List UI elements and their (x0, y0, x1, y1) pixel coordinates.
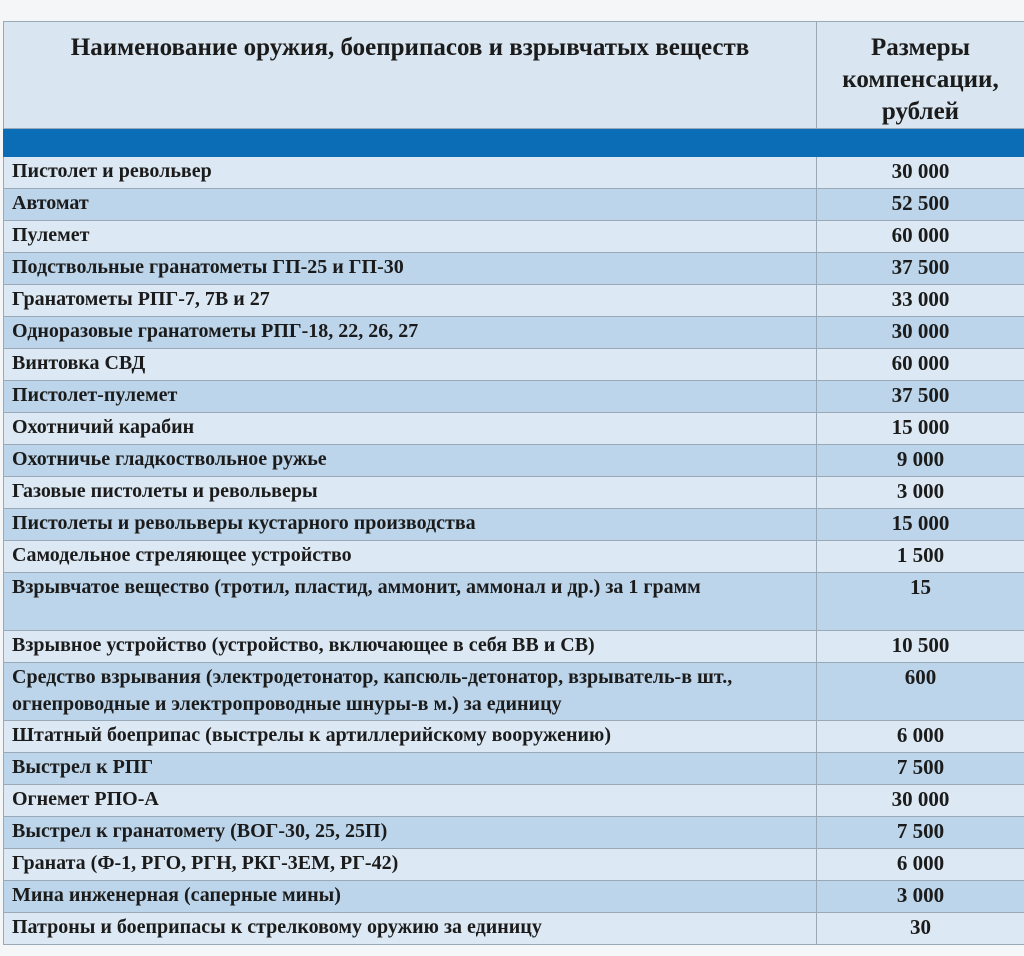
weapon-name-cell: Автомат (4, 189, 817, 221)
weapon-name-cell: Огнемет РПО-А (4, 785, 817, 817)
weapon-name-cell: Выстрел к гранатомету (ВОГ-30, 25, 25П) (4, 817, 817, 849)
table-row (4, 753, 1024, 785)
table-row (4, 477, 1024, 509)
compensation-value-cell: 3 000 (817, 477, 1024, 509)
weapon-name-cell: Винтовка СВД (4, 349, 817, 381)
compensation-value-cell: 7 500 (817, 753, 1024, 785)
table-row (4, 157, 1024, 189)
header-compensation: Размеры компенсации, рублей (817, 22, 1024, 129)
table-row (4, 413, 1024, 445)
compensation-table-container (3, 21, 1024, 945)
weapon-name-cell: Мина инженерная (саперные мины) (4, 881, 817, 913)
compensation-value-cell: 30 (817, 913, 1024, 945)
weapon-name-cell: Взрывное устройство (устройство, включающее в себя ВВ и СВ) (4, 631, 817, 663)
weapon-name-cell: Пулемет (4, 221, 817, 253)
weapon-name-cell: Патроны и боеприпасы к стрелковому оружию за единицу (4, 913, 817, 945)
table-row (4, 663, 1024, 721)
table-row (4, 785, 1024, 817)
compensation-value-cell: 30 000 (817, 157, 1024, 189)
weapon-name-cell: Охотничье гладкоствольное ружье (4, 445, 817, 477)
compensation-value-cell: 10 500 (817, 631, 1024, 663)
compensation-table (3, 21, 1024, 945)
header-separator-band (4, 129, 1024, 157)
weapon-name-cell: Гранатометы РПГ-7, 7В и 27 (4, 285, 817, 317)
weapon-name-cell: Средство взрывания (электродетонатор, капсюль-детонатор, взрыватель-в шт., огнепроводные и электропроводные шнуры-в м.) за единицу (4, 663, 817, 721)
table-row (4, 509, 1024, 541)
compensation-value-cell: 15 000 (817, 509, 1024, 541)
compensation-value-cell: 15 000 (817, 413, 1024, 445)
weapon-name-cell: Охотничий карабин (4, 413, 817, 445)
weapon-name-cell: Взрывчатое вещество (тротил, пластид, аммонит, аммонал и др.) за 1 грамм (4, 573, 817, 631)
compensation-value-cell: 600 (817, 663, 1024, 721)
compensation-value-cell: 7 500 (817, 817, 1024, 849)
compensation-value-cell: 15 (817, 573, 1024, 631)
table-row (4, 541, 1024, 573)
weapon-name-cell: Газовые пистолеты и револьверы (4, 477, 817, 509)
table-row (4, 349, 1024, 381)
table-row (4, 189, 1024, 221)
compensation-value-cell: 30 000 (817, 317, 1024, 349)
weapon-name-cell: Пистолет и револьвер (4, 157, 817, 189)
compensation-value-cell: 1 500 (817, 541, 1024, 573)
weapon-name-cell: Подствольные гранатометы ГП-25 и ГП-30 (4, 253, 817, 285)
table-row (4, 849, 1024, 881)
table-row (4, 381, 1024, 413)
table-header-row (4, 22, 1024, 129)
compensation-value-cell: 37 500 (817, 381, 1024, 413)
table-row (4, 317, 1024, 349)
table-row (4, 573, 1024, 631)
compensation-value-cell: 3 000 (817, 881, 1024, 913)
table-row (4, 221, 1024, 253)
table-row (4, 285, 1024, 317)
weapon-name-cell: Самодельное стреляющее устройство (4, 541, 817, 573)
compensation-value-cell: 33 000 (817, 285, 1024, 317)
table-row (4, 817, 1024, 849)
weapon-name-cell: Штатный боеприпас (выстрелы к артиллерийскому вооружению) (4, 721, 817, 753)
compensation-value-cell: 37 500 (817, 253, 1024, 285)
table-row (4, 445, 1024, 477)
compensation-value-cell: 52 500 (817, 189, 1024, 221)
compensation-value-cell: 6 000 (817, 721, 1024, 753)
table-row (4, 631, 1024, 663)
table-row (4, 881, 1024, 913)
compensation-value-cell: 60 000 (817, 221, 1024, 253)
header-weapon-name: Наименование оружия, боеприпасов и взрывчатых веществ (4, 22, 817, 129)
compensation-value-cell: 6 000 (817, 849, 1024, 881)
compensation-value-cell: 60 000 (817, 349, 1024, 381)
weapon-name-cell: Граната (Ф-1, РГО, РГН, РКГ-3ЕМ, РГ-42) (4, 849, 817, 881)
table-row (4, 721, 1024, 753)
weapon-name-cell: Одноразовые гранатометы РПГ-18, 22, 26, 27 (4, 317, 817, 349)
table-row (4, 913, 1024, 945)
table-row (4, 253, 1024, 285)
weapon-name-cell: Пистолет-пулемет (4, 381, 817, 413)
compensation-value-cell: 30 000 (817, 785, 1024, 817)
weapon-name-cell: Пистолеты и револьверы кустарного производства (4, 509, 817, 541)
weapon-name-cell: Выстрел к РПГ (4, 753, 817, 785)
compensation-value-cell: 9 000 (817, 445, 1024, 477)
